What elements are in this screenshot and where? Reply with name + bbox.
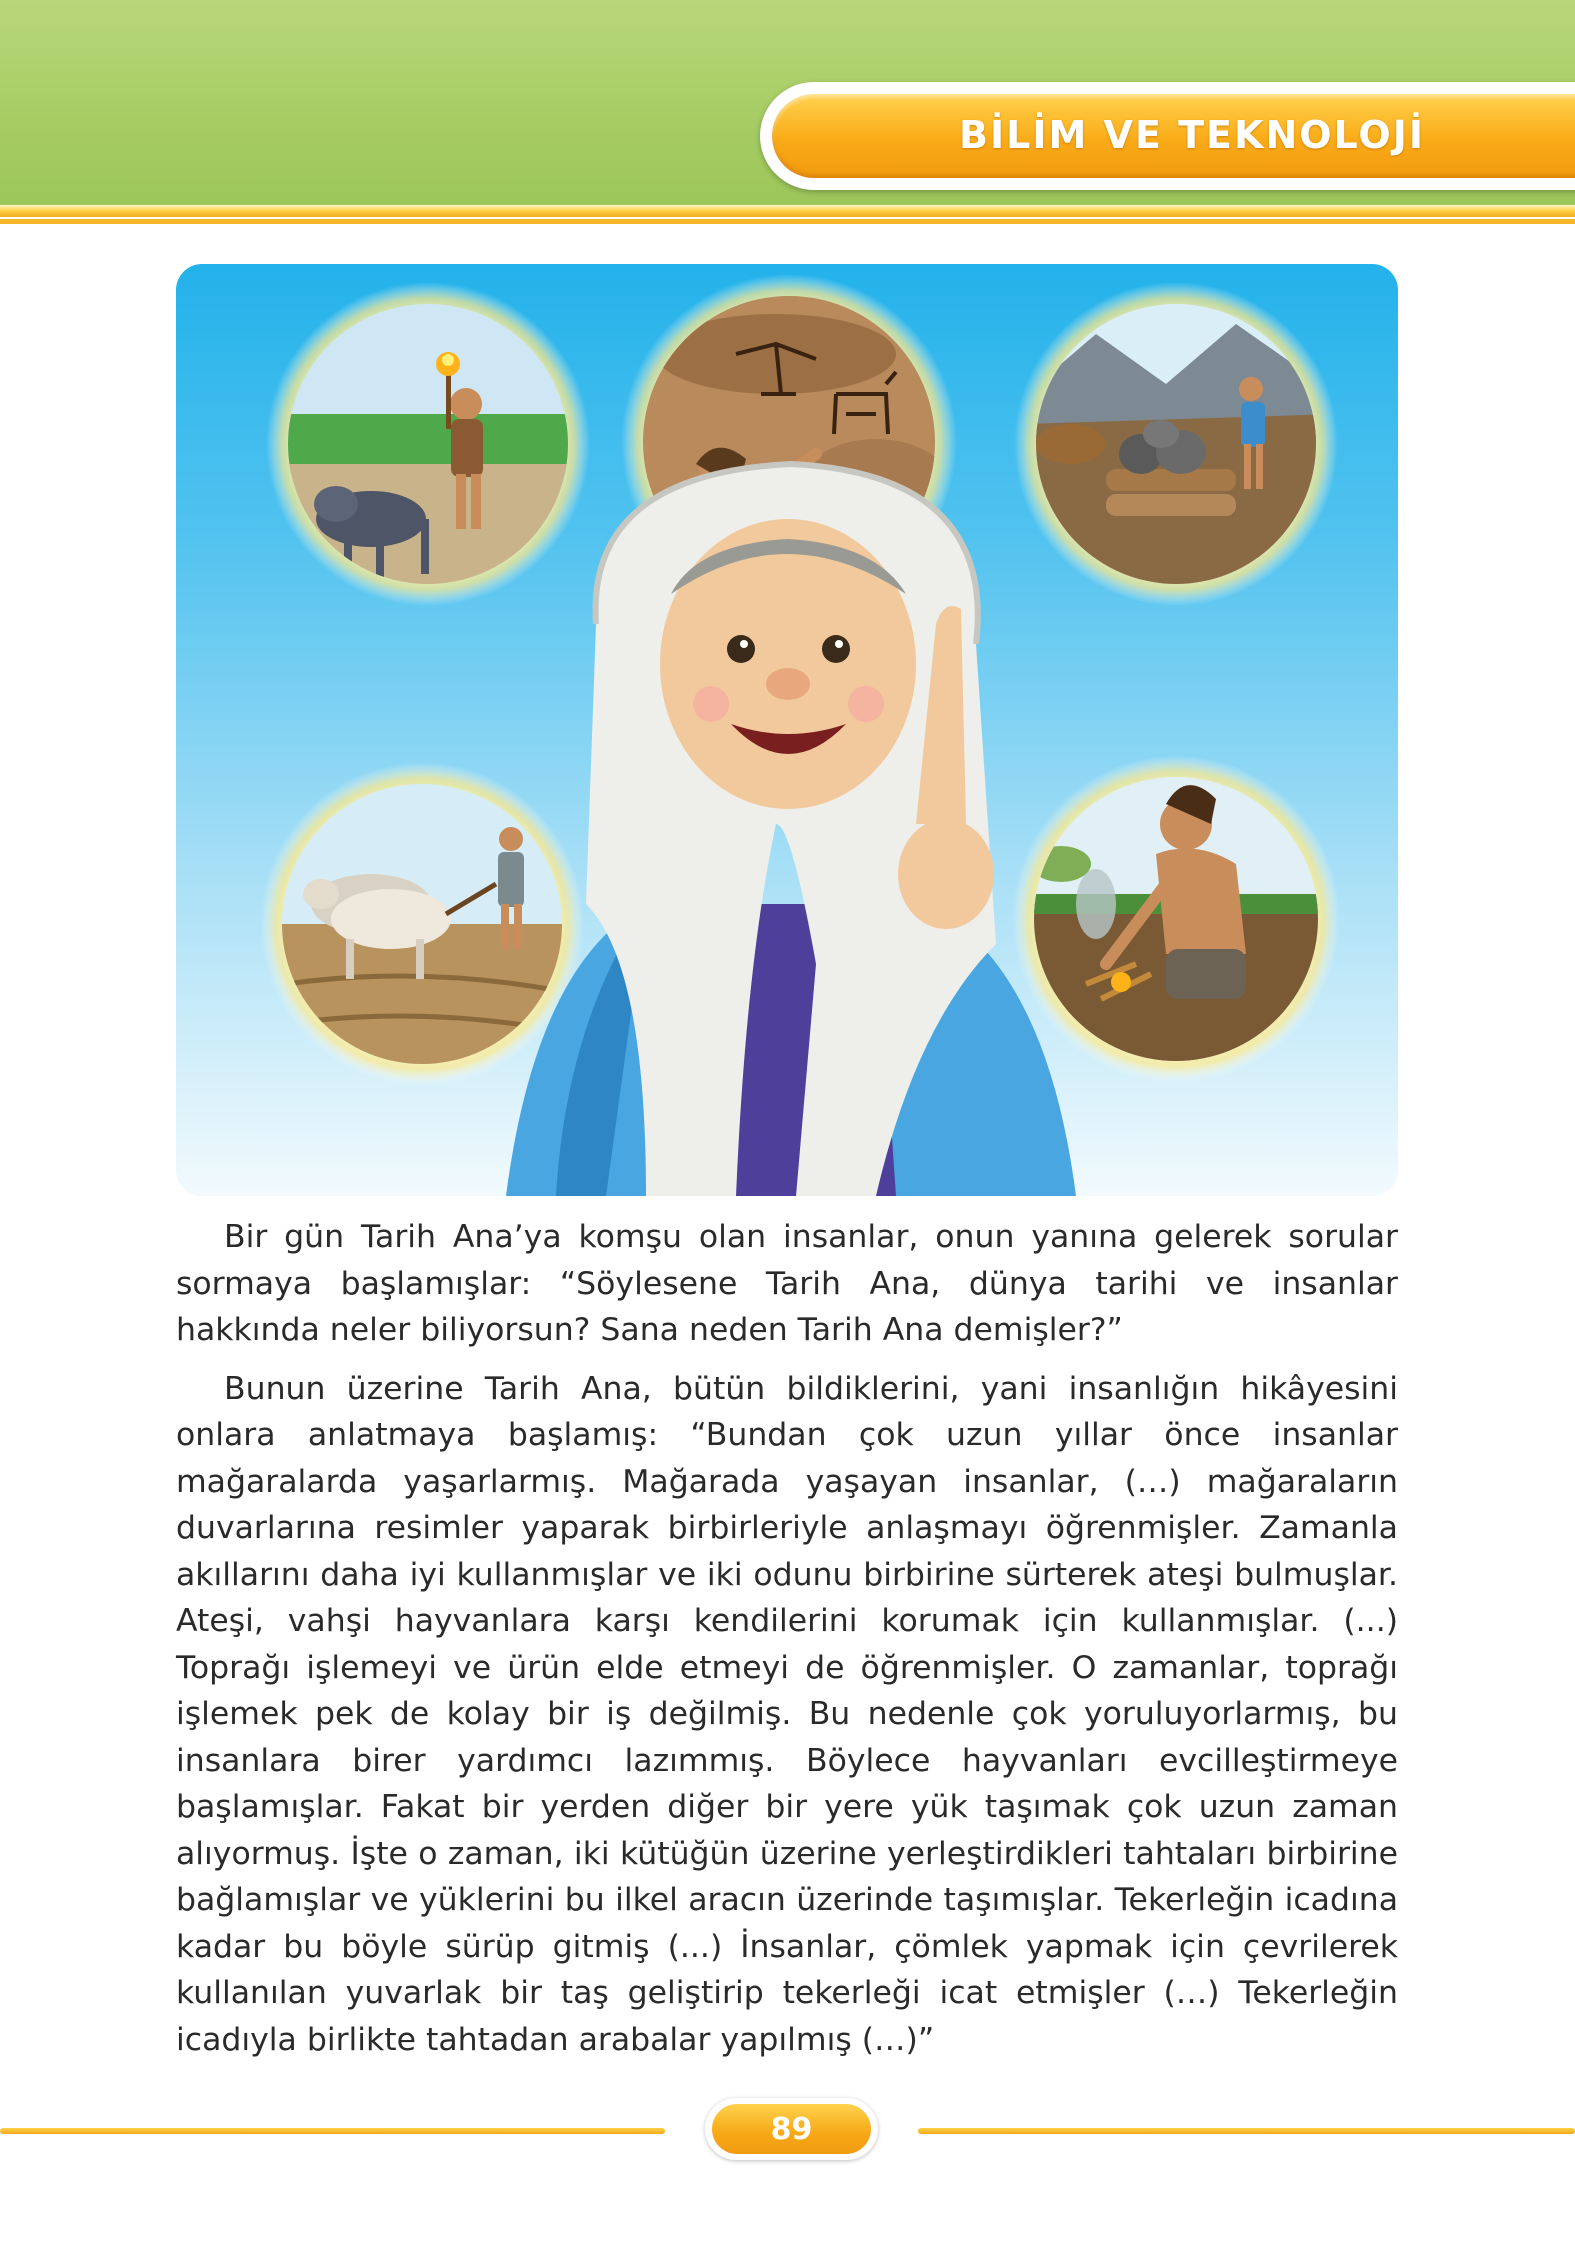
scene-making-fire [1012, 755, 1340, 1083]
section-title: BİLİM VE TEKNOLOJİ [959, 113, 1425, 157]
story-text [176, 1214, 1398, 2075]
header-divider-underline [0, 219, 1575, 224]
paragraph-2: Bunun üzerine Tarih Ana, bütün bildiklerini, yani insanlığın hikâyesini onlara anlatmaya başlamış: “Bundan çok uzun yıllar önce insanlar mağaralarda yaşarlarmış. Mağarada yaşayan insanlar, (…) mağaraların duvarlarına resimler yaparak birbirleriyle anlaşmayı öğrenmişler. Zamanla akıllarını daha iyi kullanmışlar ve iki odunu birbirine sürterek ateşi bulmuşlar. Ateşi, vahşi hayvanlara karşı kendilerini korumak için kullanmışlar. (...) Toprağı işlemeyi ve ürün elde etmeyi de öğrenmişler. O zamanlar, toprağı işlemek pek de kolay bir iş değilmiş. Bu nedenle çok yoruluyorlarmış, bu insanlara birer yardımcı lazımmış. Böylece hayvanları evcilleştirmeye başlamışlar. Fakat bir yerden diğer bir yere yük taşımak çok uzun zaman alıyormuş. İşte o zaman, iki kütüğün üzerine yerleştirdikleri tahtaları birbirine bağlamışlar ve yüklerini bu ilkel aracın üzerinde taşımışlar. Tekerleğin icadına kadar bu böyle sürüp gitmiş (...) İnsanlar, çömlek yapmak için çevrilerek kullanılan yuvarlak bir taş geliştirip tekerleği icat etmişler (…) Tekerleğin icadıyla birlikte tahtadan arabalar yapılmış (…)” [176, 1370, 1398, 2058]
header-divider-stripe [0, 205, 1575, 217]
footer-line-right [918, 2128, 1575, 2134]
tarih-ana-character [506, 464, 1076, 1196]
story-illustration [176, 264, 1398, 1196]
scene-oxen-plowing [260, 762, 584, 1086]
page-number: 89 [712, 2104, 871, 2154]
footer-line-left [0, 2128, 665, 2134]
page-number-badge [705, 2098, 878, 2160]
paragraph-1: Bir gün Tarih Ana’ya komşu olan insanlar, onun yanına gelerek sorular sormaya başlamışlar: “Söylesene Tarih Ana, dünya tarihi ve insanlar hakkında neler biliyorsun? Sana neden Tarih Ana demişler?” [176, 1219, 1398, 1348]
scene-torch-and-wolf [266, 282, 590, 606]
scene-log-sledge [1014, 282, 1338, 606]
